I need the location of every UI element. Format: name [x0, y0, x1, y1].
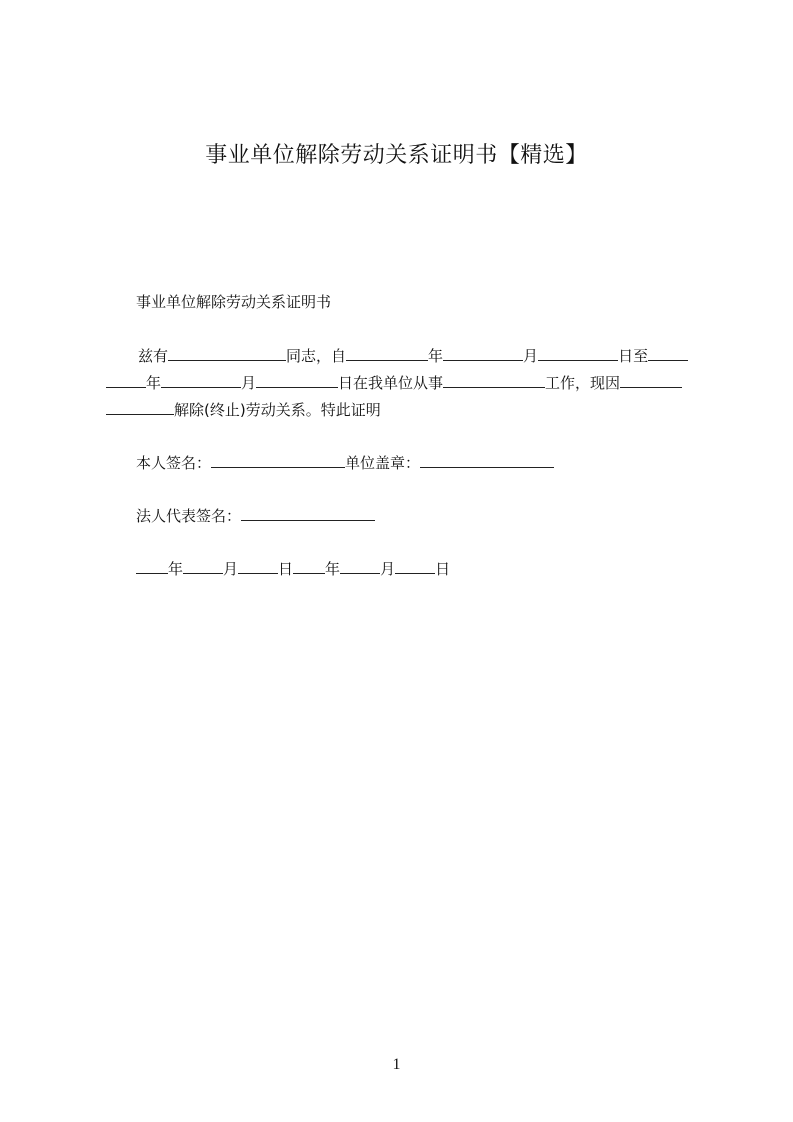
body-text: 年 — [146, 374, 162, 392]
start-day-blank[interactable] — [538, 345, 618, 361]
legal-rep-signature-blank[interactable] — [241, 505, 375, 521]
date-text: 月 — [380, 560, 396, 578]
job-blank[interactable] — [443, 372, 545, 388]
month-blank-2[interactable] — [340, 558, 380, 574]
document-subheading: 事业单位解除劳动关系证明书 — [136, 293, 332, 311]
legal-rep-signature-label: 法人代表签名： — [136, 507, 242, 525]
page-number: 1 — [392, 1056, 401, 1073]
unit-seal-label: 单位盖章： — [345, 454, 421, 472]
body-text: 日至 — [618, 347, 649, 365]
legal-rep-row — [136, 505, 375, 526]
day-blank-2[interactable] — [395, 558, 435, 574]
start-month-blank[interactable] — [443, 345, 523, 361]
date-text: 月 — [223, 560, 239, 578]
reason-blank-part2[interactable] — [106, 399, 174, 415]
body-text: 年 — [428, 347, 444, 365]
date-text: 日 — [278, 560, 294, 578]
day-blank-1[interactable] — [238, 558, 278, 574]
month-blank-1[interactable] — [183, 558, 223, 574]
body-text: 月 — [241, 374, 257, 392]
certificate-body-line-2 — [106, 372, 682, 393]
end-month-blank[interactable] — [161, 372, 241, 388]
body-text: 同志，自 — [286, 347, 347, 365]
person-signature-label: 本人签名： — [136, 454, 212, 472]
end-year-blank-part1[interactable] — [648, 345, 688, 361]
year-blank-2[interactable] — [293, 558, 325, 574]
date-text: 日 — [435, 560, 451, 578]
end-day-blank[interactable] — [256, 372, 338, 388]
name-blank[interactable] — [168, 345, 286, 361]
body-text: 月 — [523, 347, 539, 365]
certificate-body-line-1 — [138, 345, 688, 366]
body-text: 日在我单位从事 — [338, 374, 444, 392]
date-text: 年 — [168, 560, 184, 578]
person-signature-blank[interactable] — [211, 452, 345, 468]
unit-seal-blank[interactable] — [420, 452, 554, 468]
document-title: 事业单位解除劳动关系证明书【精选】 — [205, 143, 588, 168]
body-text: 工作，现因 — [545, 374, 621, 392]
year-blank-1[interactable] — [136, 558, 168, 574]
body-text: 兹有 — [138, 347, 169, 365]
reason-blank-part1[interactable] — [620, 372, 682, 388]
body-text: 解除(终止)劳动关系。特此证明 — [174, 401, 381, 419]
date-row — [136, 558, 450, 579]
end-year-blank-part2[interactable] — [106, 372, 146, 388]
certificate-body-line-3 — [106, 399, 381, 420]
start-year-blank[interactable] — [346, 345, 428, 361]
signature-row — [136, 452, 554, 473]
date-text: 年 — [325, 560, 341, 578]
